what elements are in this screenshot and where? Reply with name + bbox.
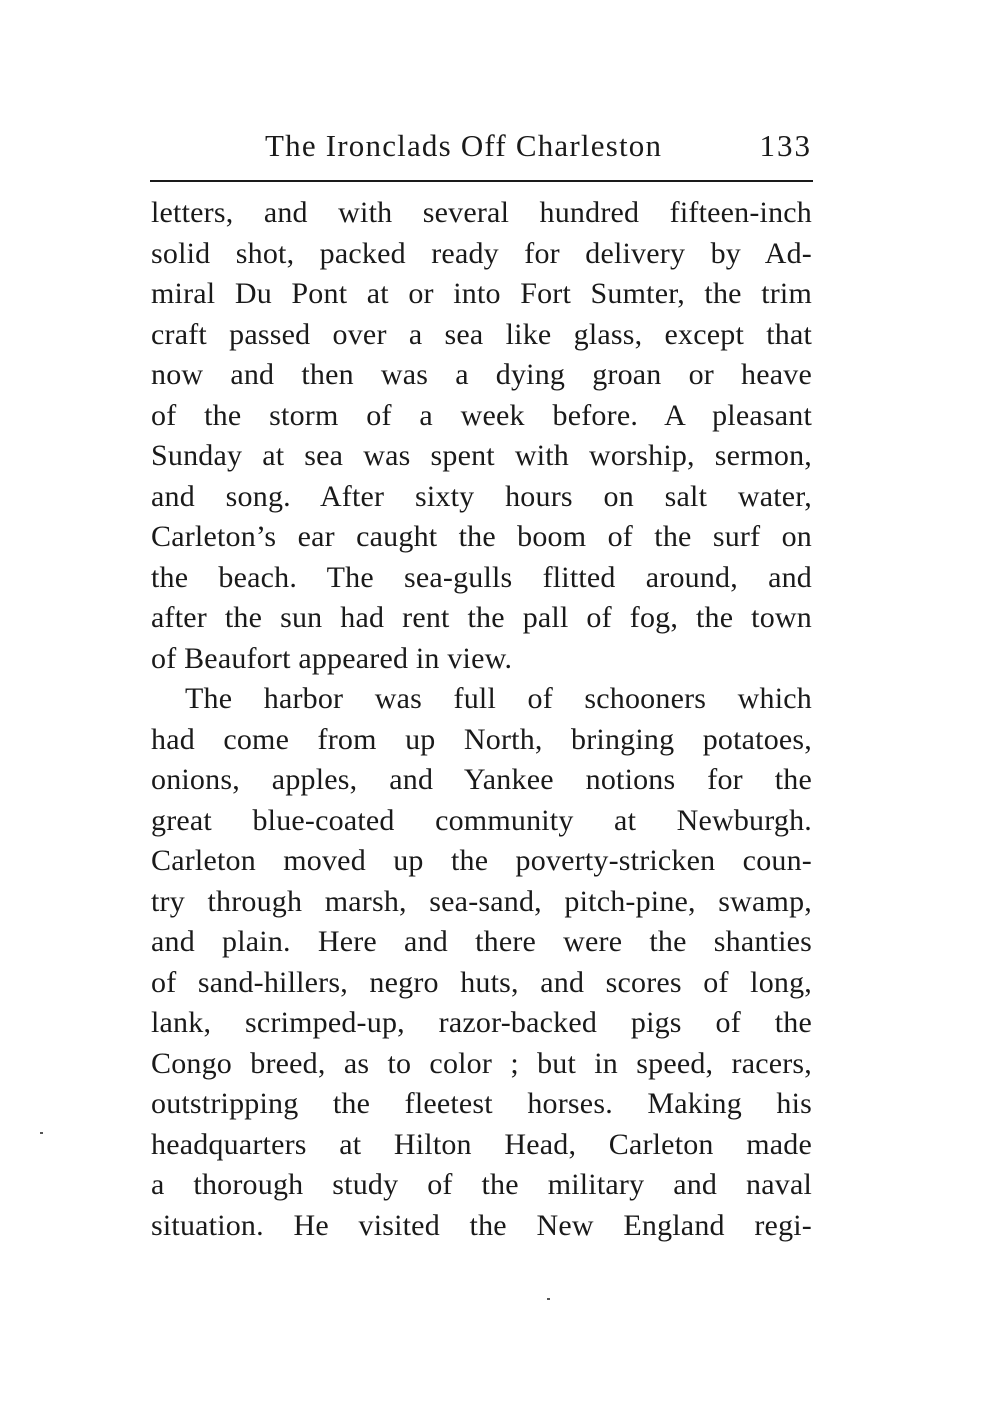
text-line: Congo breed, as to color ; but in speed, racers, (151, 1046, 812, 1080)
text-line: of the storm of a week before. A pleasant (151, 398, 812, 432)
paragraph-end-line: of Beaufort appeared in view. (151, 641, 513, 675)
text-line: solid shot, packed ready for delivery by Ad- (151, 236, 812, 270)
text-line: after the sun had rent the pall of fog, the town (151, 601, 812, 634)
text-line: situation. He visited the New England regi- (151, 1208, 812, 1242)
paragraph-start-line: The harbor was full of schooners which (185, 682, 812, 715)
text-line: now and then was a dying groan or heave (151, 358, 812, 391)
text-line: try through marsh, sea-sand, pitch-pine, swamp, (151, 884, 812, 918)
text-line: Carleton’s ear caught the boom of the surf on (151, 520, 812, 553)
body-text (151, 193, 812, 1246)
text-line: outstripping the fleetest horses. Making his (151, 1087, 812, 1120)
text-line: onions, apples, and Yankee notions for the (151, 763, 812, 796)
page-number: 133 (759, 128, 812, 163)
text-line: Carleton moved up the poverty-stricken coun- (151, 844, 812, 877)
text-line: had come from up North, bringing potatoes, (151, 722, 812, 756)
text-line: the beach. The sea-gulls flitted around, and (151, 560, 812, 594)
text-line: letters, and with several hundred fifteen-inch (151, 196, 812, 229)
text-line: and song. After sixty hours on salt water, (151, 479, 812, 513)
running-head (150, 124, 812, 168)
text-line: headquarters at Hilton Head, Carleton made (151, 1127, 812, 1161)
scan-speck (547, 1298, 550, 1300)
text-line: Sunday at sea was spent with worship, sermon, (151, 439, 812, 472)
text-line: miral Du Pont at or into Fort Sumter, the trim (151, 277, 812, 310)
header-rule (150, 180, 813, 182)
running-title: The Ironclads Off Charleston (265, 128, 663, 163)
text-line: a thorough study of the military and naval (151, 1168, 812, 1201)
text-line: craft passed over a sea like glass, except that (151, 317, 812, 351)
text-line: lank, scrimped-up, razor-backed pigs of the (151, 1006, 812, 1039)
text-line: of sand-hillers, negro huts, and scores of long, (151, 965, 812, 999)
scan-speck (40, 1132, 43, 1134)
text-line: great blue-coated community at Newburgh. (151, 803, 812, 837)
text-line: and plain. Here and there were the shanties (151, 925, 812, 958)
